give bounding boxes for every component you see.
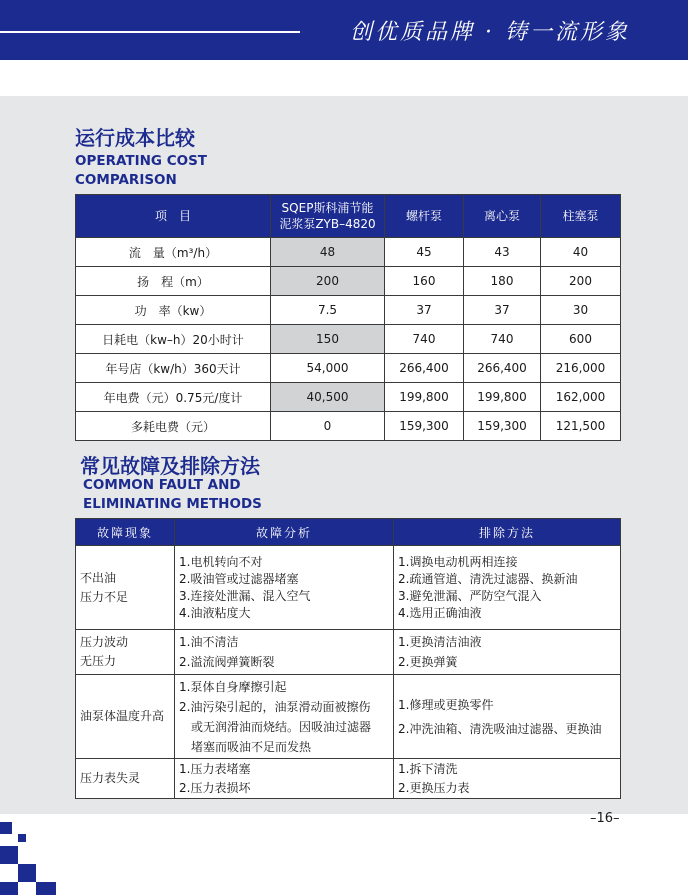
fault-title-en-line1: COMMON FAULT AND [83,477,241,493]
fault-table-header-row [76,519,621,546]
symptom-line: 无压力 [80,654,117,668]
header-sqep-line2: 泥浆泵ZYB–4820 [279,217,376,231]
header-slogan: 创优质品牌 · 铸一流形象 [350,20,630,45]
plunger-value: 200 [541,267,621,296]
header-remedy: 排除方法 [394,519,621,546]
remedy-line: 1.拆下清洗 [398,761,458,776]
centrifugal-value: 180 [464,267,541,296]
decor-square [0,846,18,864]
remedy-line: 3.避免泄漏、严防空气混入 [398,588,542,603]
remedy-line: 4.选用正确油液 [398,605,482,620]
decor-square [36,882,56,895]
fault-title-zh: 常见故障及排除方法 [80,454,260,478]
analysis-cell [175,630,394,675]
fault-title-en-line2: ELIMINATING METHODS [83,496,262,512]
operating-cost-table [75,194,621,441]
decor-square [18,864,36,882]
symptom-line: 压力表失灵 [80,771,141,785]
row-label: 功 率（kw） [76,296,271,325]
symptom-line: 油泵体温度升高 [80,709,165,723]
table-row [76,325,621,354]
sqep-value: 7.5 [271,296,385,325]
screw-value: 45 [385,238,464,267]
header-sqep [271,195,385,238]
table-row [76,759,621,799]
header-sqep-line1: SQEP斯科浦节能 [281,201,374,215]
sqep-value: 150 [271,325,385,354]
analysis-line: 2.溢流阀弹簧断裂 [179,655,275,669]
page-number: –16– [590,811,620,826]
row-label: 年号店（kw/h）360天计 [76,354,271,383]
remedy-cell [394,759,621,799]
row-label: 多耗电费（元） [76,412,271,441]
table-row [76,267,621,296]
table-row [76,296,621,325]
remedy-line: 2.疏通管道、清洗过滤器、换新油 [398,571,578,586]
cost-table-header-row [76,195,621,238]
cost-title-zh: 运行成本比较 [75,126,195,150]
symptom-cell [76,675,175,759]
analysis-cell [175,759,394,799]
analysis-line: 2.压力表损坏 [179,780,251,795]
screw-value: 199,800 [385,383,464,412]
remedy-cell [394,630,621,675]
centrifugal-value: 43 [464,238,541,267]
remedy-line: 1.更换清洁油液 [398,635,482,649]
screw-value: 160 [385,267,464,296]
plunger-value: 162,000 [541,383,621,412]
analysis-line: 2.吸油管或过滤器堵塞 [179,571,299,586]
screw-value: 159,300 [385,412,464,441]
row-label: 流 量（m³/h） [76,238,271,267]
table-row [76,675,621,759]
centrifugal-value: 37 [464,296,541,325]
analysis-line: 2.油污染引起的，油泵滑动面被擦伤 [179,699,371,714]
remedy-line: 2.更换弹簧 [398,655,458,669]
analysis-line: 3.连接处泄漏、混入空气 [179,588,311,603]
decor-square [0,882,18,895]
remedy-line: 1.修理或更换零件 [398,697,494,712]
table-row [76,383,621,412]
header-plunger-pump: 柱塞泵 [541,195,621,238]
table-row [76,354,621,383]
symptom-line: 压力波动 [80,635,129,649]
centrifugal-value: 159,300 [464,412,541,441]
sqep-value: 48 [271,238,385,267]
remedy-line: 2.更换压力表 [398,780,470,795]
remedy-line: 2.冲洗油箱、清洗吸油过滤器、更换油 [398,721,602,736]
plunger-value: 121,500 [541,412,621,441]
header-bar [0,0,688,60]
header-centrifugal-pump: 离心泵 [464,195,541,238]
analysis-line: 堵塞而吸油不足而发热 [179,739,312,754]
table-row [76,546,621,630]
header-analysis: 故障分析 [175,519,394,546]
analysis-cell [175,675,394,759]
analysis-line: 4.油液粘度大 [179,605,251,620]
row-label: 日耗电（kw–h）20小时计 [76,325,271,354]
table-row [76,630,621,675]
remedy-line: 1.调换电动机两相连接 [398,554,518,569]
cost-title-en-line2: COMPARISON [75,172,177,188]
cost-title-en-line1: OPERATING COST [75,153,208,169]
plunger-value: 30 [541,296,621,325]
table-row [76,238,621,267]
fault-table [75,518,621,799]
screw-value: 740 [385,325,464,354]
header-line [0,31,300,33]
centrifugal-value: 266,400 [464,354,541,383]
header-item: 项 目 [76,195,271,238]
analysis-line: 1.泵体自身摩擦引起 [179,679,287,694]
symptom-cell [76,630,175,675]
centrifugal-value: 740 [464,325,541,354]
table-row [76,412,621,441]
row-label: 年电费（元）0.75元/度计 [76,383,271,412]
decor-square [18,834,26,842]
analysis-line: 1.油不清洁 [179,635,239,649]
analysis-cell [175,546,394,630]
analysis-line: 1.电机转向不对 [179,554,263,569]
plunger-value: 216,000 [541,354,621,383]
analysis-line: 或无润滑油而烧结。因吸油过滤器 [179,719,372,734]
row-label: 扬 程（m） [76,267,271,296]
sqep-value: 200 [271,267,385,296]
header-screw-pump: 螺杆泵 [385,195,464,238]
sqep-value: 40,500 [271,383,385,412]
symptom-cell [76,759,175,799]
remedy-cell [394,675,621,759]
header-symptom: 故障现象 [76,519,175,546]
plunger-value: 600 [541,325,621,354]
centrifugal-value: 199,800 [464,383,541,412]
sqep-value: 0 [271,412,385,441]
analysis-line: 1.压力表堵塞 [179,761,251,776]
screw-value: 266,400 [385,354,464,383]
symptom-cell [76,546,175,630]
symptom-line: 不出油 [80,570,117,585]
plunger-value: 40 [541,238,621,267]
remedy-cell [394,546,621,630]
symptom-line: 压力不足 [80,589,129,604]
sqep-value: 54,000 [271,354,385,383]
decor-square [0,822,12,834]
screw-value: 37 [385,296,464,325]
